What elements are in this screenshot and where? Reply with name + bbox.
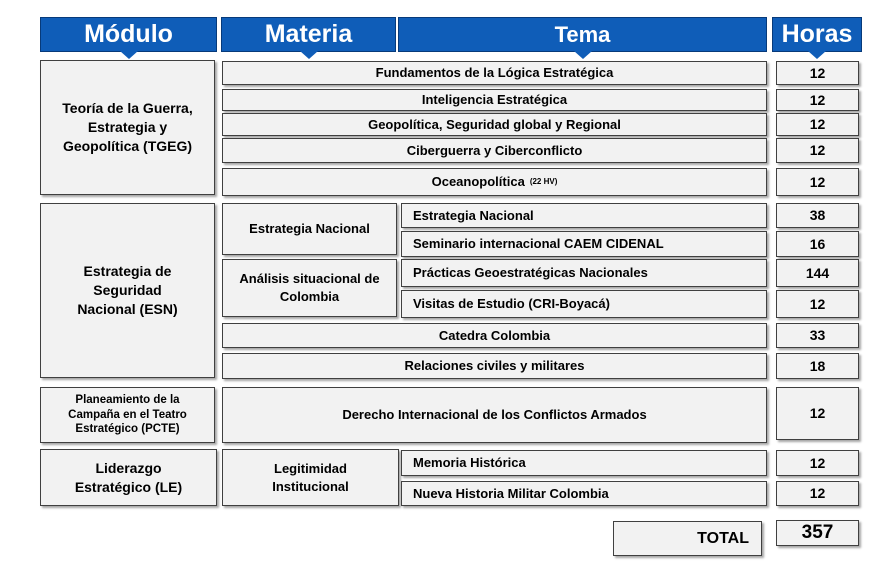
topic-14-label: Nueva Historia Militar Colombia [413,485,609,501]
hours-6: 38 [809,207,826,224]
module-esn-label: Estrategia de Seguridad Nacional (ESN) [77,263,178,317]
topic-5-note: (22 HV) [529,176,558,186]
hours-2: 12 [809,91,826,108]
materia-estrategia-nacional [222,203,397,255]
topic-row-5 [222,168,767,196]
topic-row-12 [222,387,767,443]
module-le [40,449,217,506]
hours-7: 16 [809,235,826,252]
materia-analisis-situacional-label: Análisis situacional de Colombia [239,271,380,304]
hours-9: 12 [809,295,826,312]
topic-9-label: Visitas de Estudio (CRI-Boyacá) [413,296,610,312]
module-pcte [40,387,215,443]
topic-row-3 [222,113,767,136]
topic-1-label: Fundamentos de la Lógica Estratégica [375,65,614,81]
topic-6-label: Estrategia Nacional [413,207,534,223]
hours-cell-9 [776,290,859,318]
materia-estrategia-nacional-label: Estrategia Nacional [249,221,370,237]
hours-10: 33 [809,327,826,344]
topic-12-label: Derecho Internacional de los Conflictos Armados [342,407,647,423]
topic-row-13 [401,450,767,476]
topic-2-label: Inteligencia Estratégica [421,92,568,108]
hours-cell-8 [776,259,859,287]
materia-legitimidad-label: Legitimidad Institucional [272,460,349,494]
hours-cell-12 [776,387,859,440]
topic-row-8 [401,259,767,287]
header-horas-notch [808,51,826,59]
topic-row-9 [401,290,767,318]
header-modulo-notch [120,51,138,59]
topic-3-label: Geopolítica, Seguridad global y Regional [368,116,621,132]
header-tema-label: Tema [554,21,611,47]
header-modulo-label: Módulo [84,20,173,48]
topic-row-7 [401,231,767,257]
hours-cell-5 [776,168,859,196]
hours-8: 144 [805,264,830,281]
total-label: TOTAL [697,529,749,547]
topic-row-4 [222,138,767,163]
module-esn [40,203,215,378]
hours-1: 12 [809,64,826,81]
topic-row-6 [401,203,767,228]
topic-8-label: Prácticas Geoestratégicas Nacionales [413,265,648,281]
total-label-box [613,521,762,556]
hours-cell-10 [776,323,859,348]
hours-cell-1 [776,61,859,85]
hours-cell-11 [776,353,859,379]
hours-12: 12 [809,405,826,422]
topic-13-label: Memoria Histórica [413,455,526,471]
topic-10-label: Catedra Colombia [438,327,551,343]
hours-cell-2 [776,89,859,111]
hours-14: 12 [809,485,826,502]
header-materia-label: Materia [264,20,353,48]
topic-5-label: Oceanopolítica [431,174,525,190]
hours-cell-13 [776,450,859,476]
header-modulo [40,17,217,52]
topic-11-label: Relaciones civiles y militares [404,358,585,374]
header-tema [398,17,767,52]
hours-cell-3 [776,113,859,136]
hours-13: 12 [809,454,826,471]
total-value: 357 [801,522,834,544]
topic-7-label: Seminario internacional CAEM CIDENAL [413,236,664,252]
hours-3: 12 [809,116,826,133]
header-materia-notch [300,51,318,59]
hours-cell-14 [776,481,859,506]
topic-row-11 [222,353,767,379]
hours-cell-4 [776,138,859,163]
topic-row-10 [222,323,767,348]
module-pcte-label: Planeamiento de la Campaña en el Teatro Estratégico (PCTE) [68,393,187,436]
hours-5: 12 [809,173,826,190]
module-le-label: Liderazgo Estratégico (LE) [74,459,183,495]
topic-row-1 [222,61,767,85]
materia-analisis-situacional [222,259,397,317]
total-value-box [776,520,859,546]
hours-4: 12 [809,142,826,159]
topic-4-label: Ciberguerra y Ciberconflicto [406,142,583,158]
module-tgeg [40,60,215,195]
header-tema-notch [574,51,592,59]
hours-cell-6 [776,203,859,228]
materia-legitimidad [222,449,399,506]
header-horas-label: Horas [781,20,853,48]
topic-row-2 [222,89,767,111]
module-tgeg-label: Teoría de la Guerra, Estrategia y Geopolítica (TGEG) [62,100,193,154]
topic-row-14 [401,481,767,506]
header-horas [772,17,862,52]
hours-cell-7 [776,231,859,257]
header-materia [221,17,396,52]
hours-11: 18 [809,357,826,374]
